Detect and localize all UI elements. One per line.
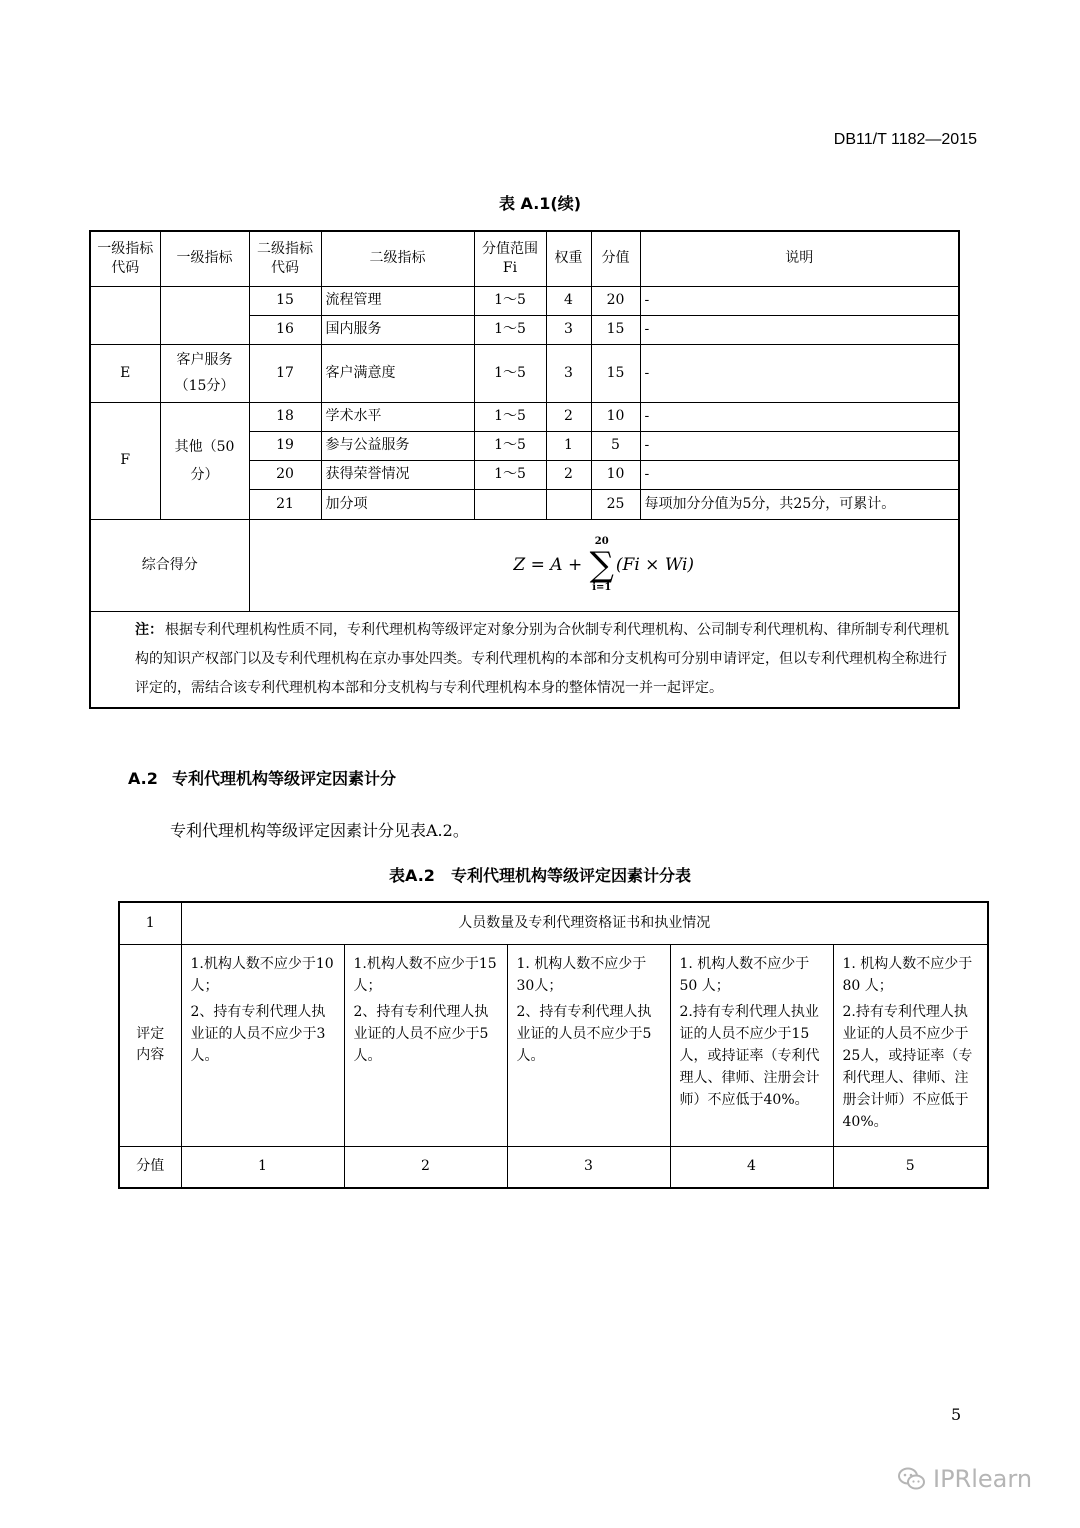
cell-score: 15: [591, 315, 640, 344]
level-score: 4: [670, 1146, 833, 1188]
watermark-text: IPRlearn: [933, 1465, 1033, 1493]
sum-upper: 20: [594, 536, 609, 547]
cell-code1: E: [90, 344, 160, 402]
level-p2: 2.持有专利代理人执业证的人员不应少于25人，或持证率（专利代理人、律师、注册会计师）不应低于40%。: [842, 1003, 973, 1130]
cell-desc: -: [640, 286, 959, 315]
formula-cell: [249, 519, 959, 611]
cell-code2: 18: [249, 402, 321, 431]
level-p1: 1.机构人数不应少于10人；: [190, 955, 334, 994]
cell-desc: -: [640, 344, 959, 402]
cell-name1: 其他（50分）: [160, 402, 249, 519]
level-cell: [344, 944, 507, 1146]
document-code: DB11/T 1182—2015: [833, 131, 977, 148]
table-row: [90, 286, 959, 315]
cell-code2: 17: [249, 344, 321, 402]
cell-name2: 加分项: [321, 489, 474, 519]
cell-weight: [546, 489, 591, 519]
level-p1: 1. 机构人数不应少于80 人；: [842, 955, 973, 994]
level-score: 1: [181, 1146, 344, 1188]
content-row: [119, 944, 988, 1146]
level-cell: [833, 944, 988, 1146]
level-p2: 2、持有专利代理人执业证的人员不应少于5人。: [516, 1003, 652, 1064]
cell-name2: 流程管理: [321, 286, 474, 315]
cell-code1: F: [90, 402, 160, 519]
header-cell: 说明: [640, 231, 959, 286]
total-score-row: [90, 519, 959, 611]
cell-weight: 3: [546, 344, 591, 402]
cell-code2: 20: [249, 460, 321, 489]
cell-name2: 获得荣誉情况: [321, 460, 474, 489]
header-cell: 分值: [591, 231, 640, 286]
header-cell: 一级指标代码: [90, 231, 160, 286]
score-label: 分值: [119, 1146, 181, 1188]
level-p2: 2、持有专利代理人执业证的人员不应少于5人。: [353, 1003, 489, 1064]
cell-weight: 2: [546, 402, 591, 431]
table-row: [90, 402, 959, 431]
level-p2: 2.持有专利代理人执业证的人员不应少于15人，或持证率（专利代理人、律师、注册会计师）不应低于40%。: [679, 1003, 820, 1108]
table-a1-caption: 表 A.1(续): [498, 194, 582, 213]
watermark: [897, 1465, 1032, 1493]
cell-score: 10: [591, 402, 640, 431]
table-row: [90, 344, 959, 402]
sigma-icon: ∑: [589, 545, 614, 585]
formula-lhs: Z = A +: [513, 554, 588, 575]
header-cell: 一级指标: [160, 231, 249, 286]
cell-score: 10: [591, 460, 640, 489]
cell-desc: 每项加分分值为5分，共25分，可累计。: [640, 489, 959, 519]
cell-desc: -: [640, 402, 959, 431]
header-title: 人员数量及专利代理资格证书和执业情况: [181, 902, 988, 944]
table-a2: [118, 901, 989, 1189]
cell-name2: 学术水平: [321, 402, 474, 431]
cell-score: 25: [591, 489, 640, 519]
cell-weight: 3: [546, 315, 591, 344]
cell-name1: 客户服务（15分）: [160, 344, 249, 402]
cell-score: 15: [591, 344, 640, 402]
cell-weight: 2: [546, 460, 591, 489]
level-p1: 1.机构人数不应少于15人；: [353, 955, 497, 994]
content-label: 评定内容: [119, 944, 181, 1146]
cell-range: 1～5: [474, 286, 546, 315]
summation: [590, 536, 614, 594]
level-score: 5: [833, 1146, 988, 1188]
cell-name2: 参与公益服务: [321, 431, 474, 460]
cell-range: 1～5: [474, 460, 546, 489]
level-p1: 1. 机构人数不应少于50 人；: [679, 955, 810, 994]
cell-range: 1～5: [474, 431, 546, 460]
cell-range: 1～5: [474, 344, 546, 402]
paragraph: 专利代理机构等级评定因素计分见表A.2。: [170, 821, 469, 840]
cell-code2: 19: [249, 431, 321, 460]
note-label: 注：: [135, 621, 163, 638]
level-cell: [507, 944, 670, 1146]
table-header-row: [119, 902, 988, 944]
cell-score: 5: [591, 431, 640, 460]
score-row: [119, 1146, 988, 1188]
section-number: A.2: [128, 769, 158, 788]
table-a1: [89, 230, 960, 709]
section-title: 专利代理机构等级评定因素计分: [172, 769, 397, 788]
level-score: 2: [344, 1146, 507, 1188]
total-score-label: 综合得分: [90, 519, 249, 611]
header-cell: 二级指标代码: [249, 231, 321, 286]
note-row: [90, 611, 959, 708]
header-cell: 二级指标: [321, 231, 474, 286]
cell-code2: 21: [249, 489, 321, 519]
header-cell: 分值范围Fi: [474, 231, 546, 286]
table-a2-caption: 表A.2 专利代理机构等级评定因素计分表: [389, 866, 691, 885]
cell-range: 1～5: [474, 402, 546, 431]
cell-range: 1～5: [474, 315, 546, 344]
cell-name2: 国内服务: [321, 315, 474, 344]
table-header-row: [90, 231, 959, 286]
header-cell: 权重: [546, 231, 591, 286]
cell-desc: -: [640, 431, 959, 460]
cell-score: 20: [591, 286, 640, 315]
formula-term: (Fi × Wi): [615, 554, 695, 575]
cell-desc: -: [640, 460, 959, 489]
level-p1: 1. 机构人数不应少于30人；: [516, 955, 647, 994]
cell-weight: 1: [546, 431, 591, 460]
cell-code2: 16: [249, 315, 321, 344]
note-cell: [90, 611, 959, 708]
chat-bubbles-icon: [897, 1466, 927, 1492]
cell-code2: 15: [249, 286, 321, 315]
sum-lower: i=1: [592, 582, 612, 593]
formula: [513, 536, 694, 594]
cell-weight: 4: [546, 286, 591, 315]
level-score: 3: [507, 1146, 670, 1188]
note-text: 根据专利代理机构性质不同，专利代理机构等级评定对象分别为合伙制专利代理机构、公司制专利代理机构、律所制专利代理机构的知识产权部门以及专利代理机构在京办事处四类。专利代理机构的本部和分支机构可分别申请评定，但以专利代理机构全称进行评定的，需结合该专利代理机构本部和分支机构与专利代理机构本身的整体情况一并一起评定。: [135, 621, 949, 696]
cell-name2: 客户满意度: [321, 344, 474, 402]
cell-desc: -: [640, 315, 959, 344]
row-index: 1: [119, 902, 181, 944]
cell-range: [474, 489, 546, 519]
level-cell: [181, 944, 344, 1146]
level-p2: 2、持有专利代理人执业证的人员不应少于3人。: [190, 1003, 326, 1064]
page-number: 5: [951, 1405, 962, 1424]
section-heading: [128, 766, 396, 789]
level-cell: [670, 944, 833, 1146]
